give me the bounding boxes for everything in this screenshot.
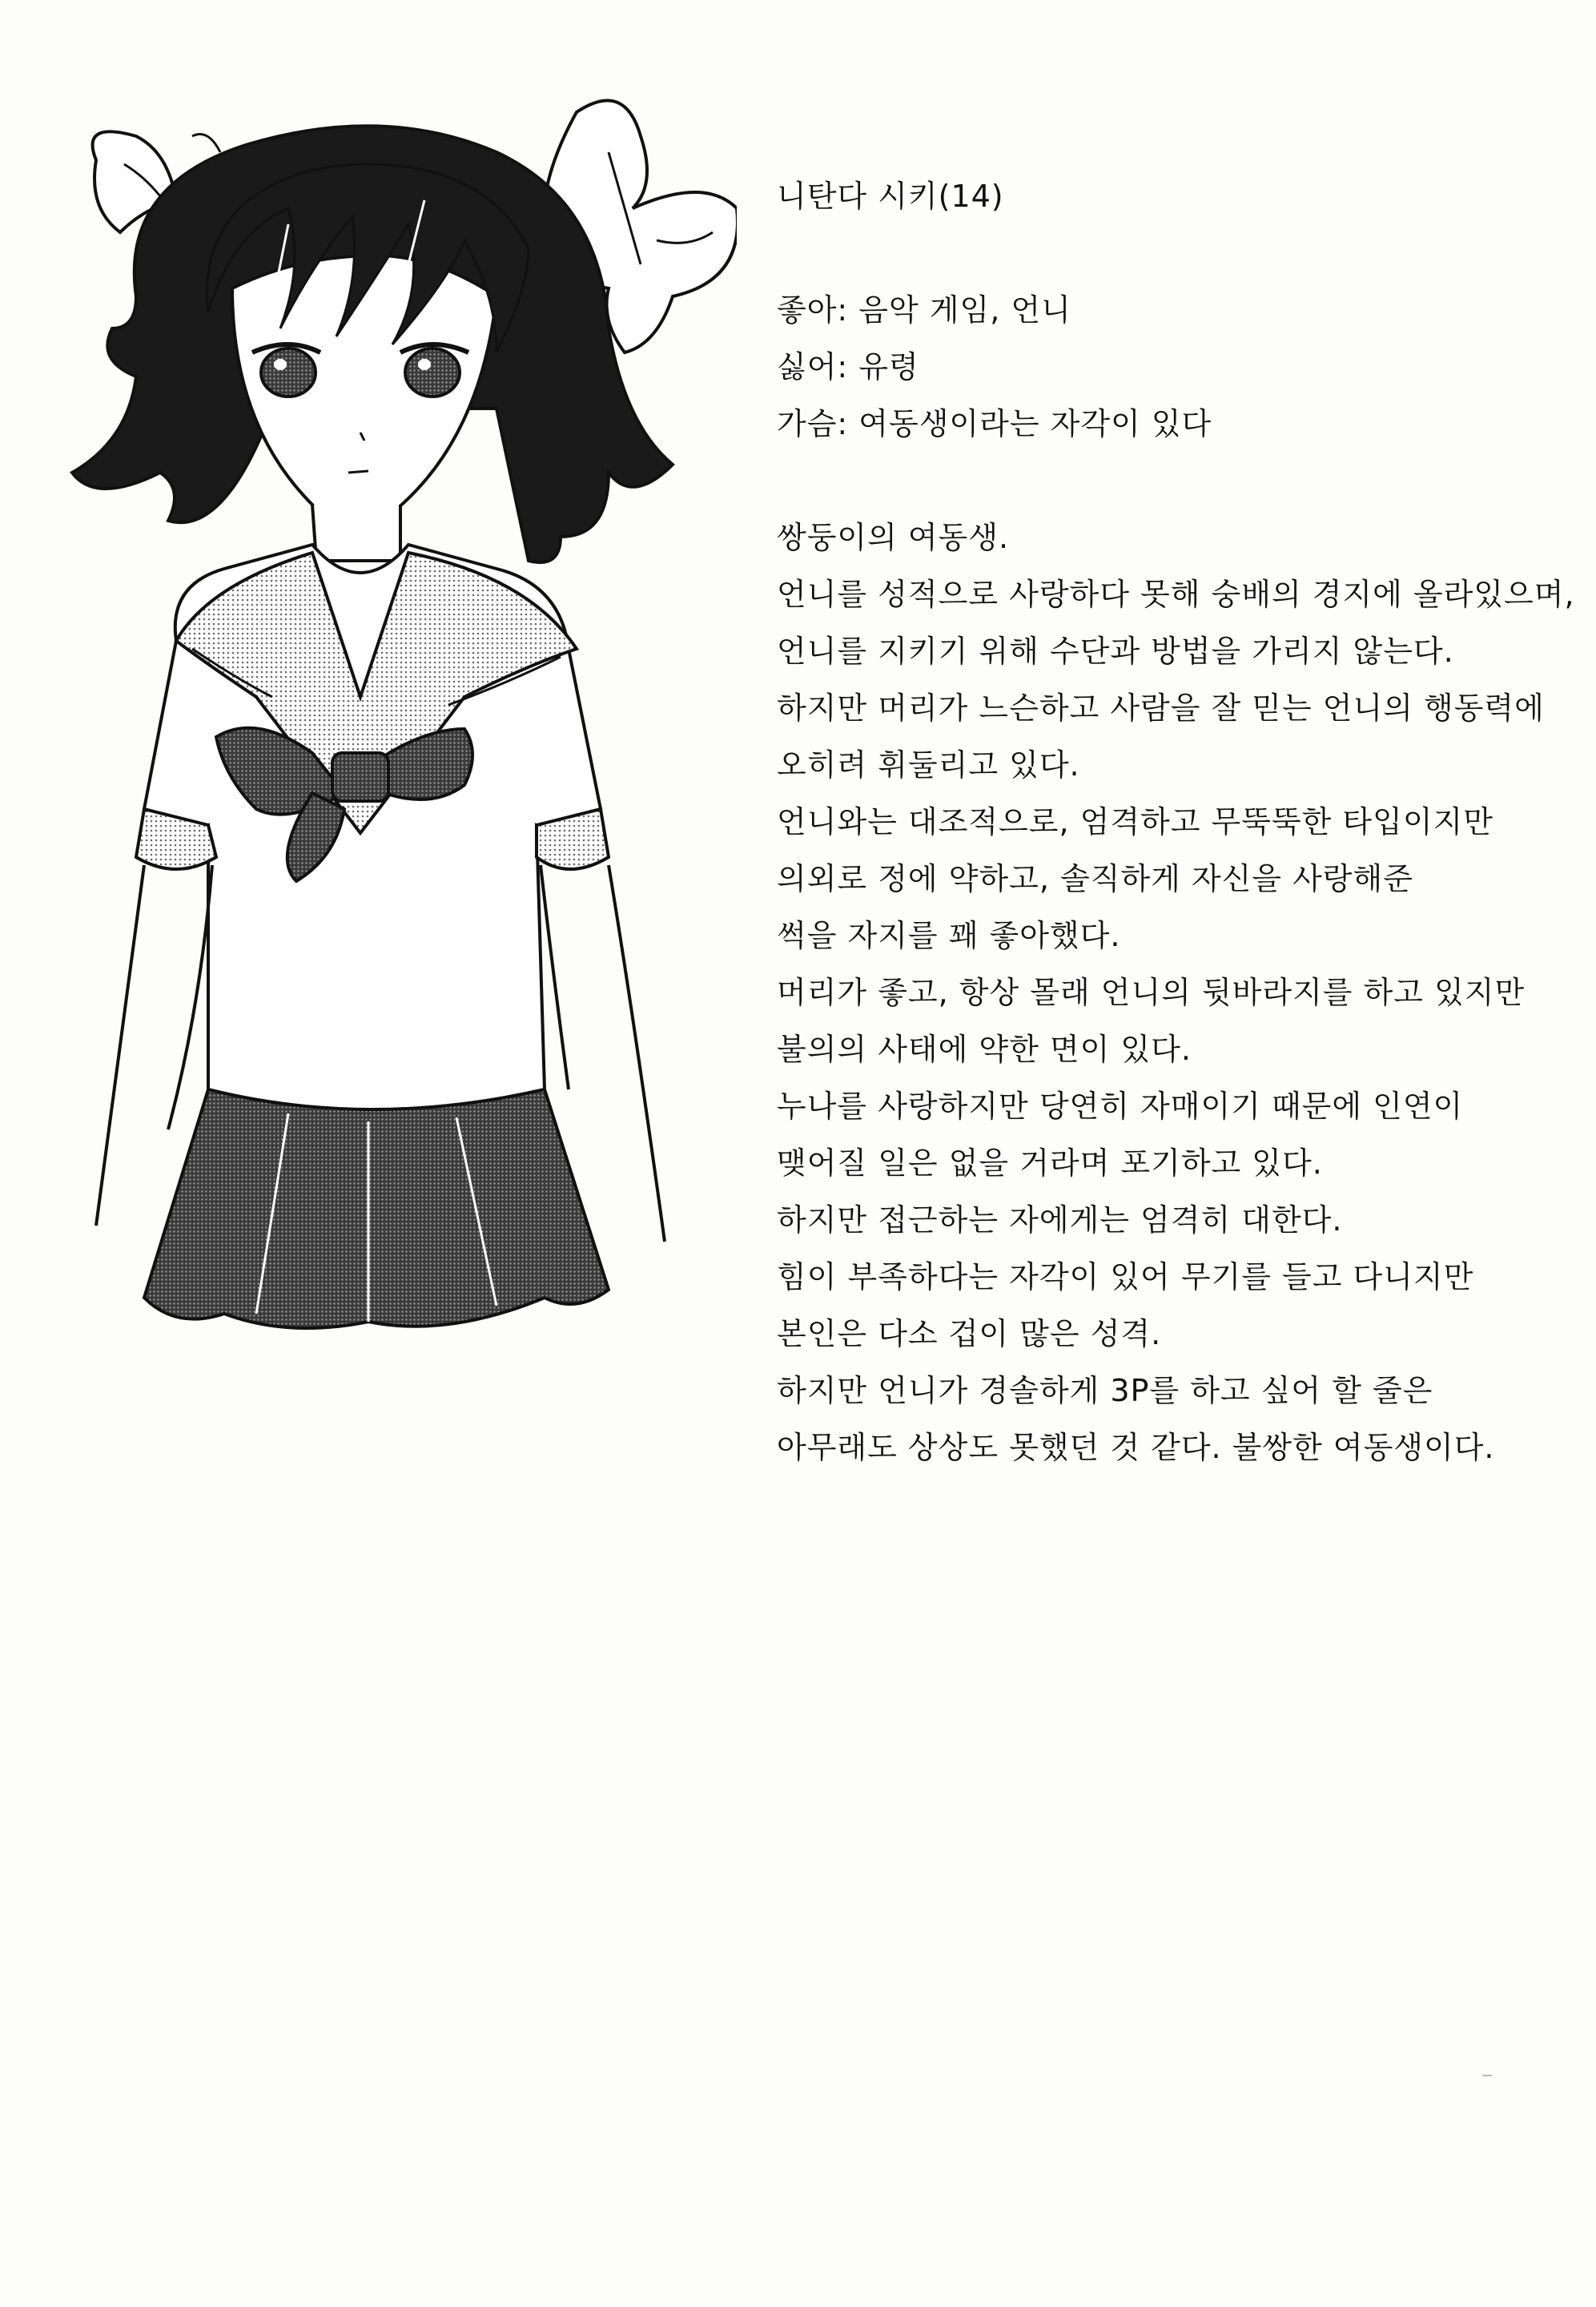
description-line: 썩을 자지를 꽤 좋아했다.	[777, 918, 1121, 953]
description-line: 불의의 사태에 약한 면이 있다.	[777, 1032, 1192, 1067]
description-line: 언니와는 대조적으로, 엄격하고 무뚝뚝한 타입이지만	[777, 804, 1493, 839]
character-profile	[777, 168, 1575, 1476]
girl-in-sailor-uniform-icon	[48, 88, 737, 1338]
description-line: 힘이 부족하다는 자각이 있어 무기를 들고 다니지만	[777, 1259, 1474, 1294]
description-line: 하지만 머리가 느슨하고 사람을 잘 믿는 언니의 행동력에	[777, 690, 1545, 726]
description-line: 아무래도 상상도 못했던 것 같다. 불쌍한 여동생이다.	[777, 1430, 1495, 1465]
description-line: 하지만 접근하는 자에게는 엄격히 대한다.	[777, 1202, 1343, 1238]
description-line: 쌍둥이의 여동생.	[777, 520, 1010, 555]
profile-chest: 가슴: 여동생이라는 자각이 있다	[777, 406, 1212, 441]
character-illustration	[48, 88, 737, 1338]
description-line: 언니를 성적으로 사랑하다 못해 숭배의 경지에 올라있으며,	[777, 577, 1575, 612]
description-line: 본인은 다소 겁이 많은 성격.	[777, 1316, 1162, 1351]
description-line: 누나를 사랑하지만 당연히 자매이기 때문에 인연이	[777, 1089, 1464, 1124]
description-line: 오히려 휘둘리고 있다.	[777, 747, 1080, 783]
profile-likes: 좋아: 음악 게임, 언니	[777, 292, 1071, 328]
description-line: 맺어질 일은 없을 거라며 포기하고 있다.	[777, 1145, 1323, 1181]
description-line: 하지만 언니가 경솔하게 3P를 하고 싶어 할 줄은	[777, 1373, 1433, 1408]
description-line: 머리가 좋고, 항상 몰래 언니의 뒷바라지를 하고 있지만	[777, 975, 1526, 1010]
profile-name: 니탄다 시키(14)	[777, 179, 1004, 214]
description-line: 언니를 지키기 위해 수단과 방법을 가리지 않는다.	[777, 634, 1454, 669]
scan-mark	[1482, 2075, 1492, 2076]
description-line: 의외로 정에 약하고, 솔직하게 자신을 사랑해준	[777, 861, 1413, 896]
spacer	[777, 453, 1546, 509]
spacer	[777, 225, 1546, 282]
profile-dislikes: 싫어: 유령	[777, 349, 919, 384]
